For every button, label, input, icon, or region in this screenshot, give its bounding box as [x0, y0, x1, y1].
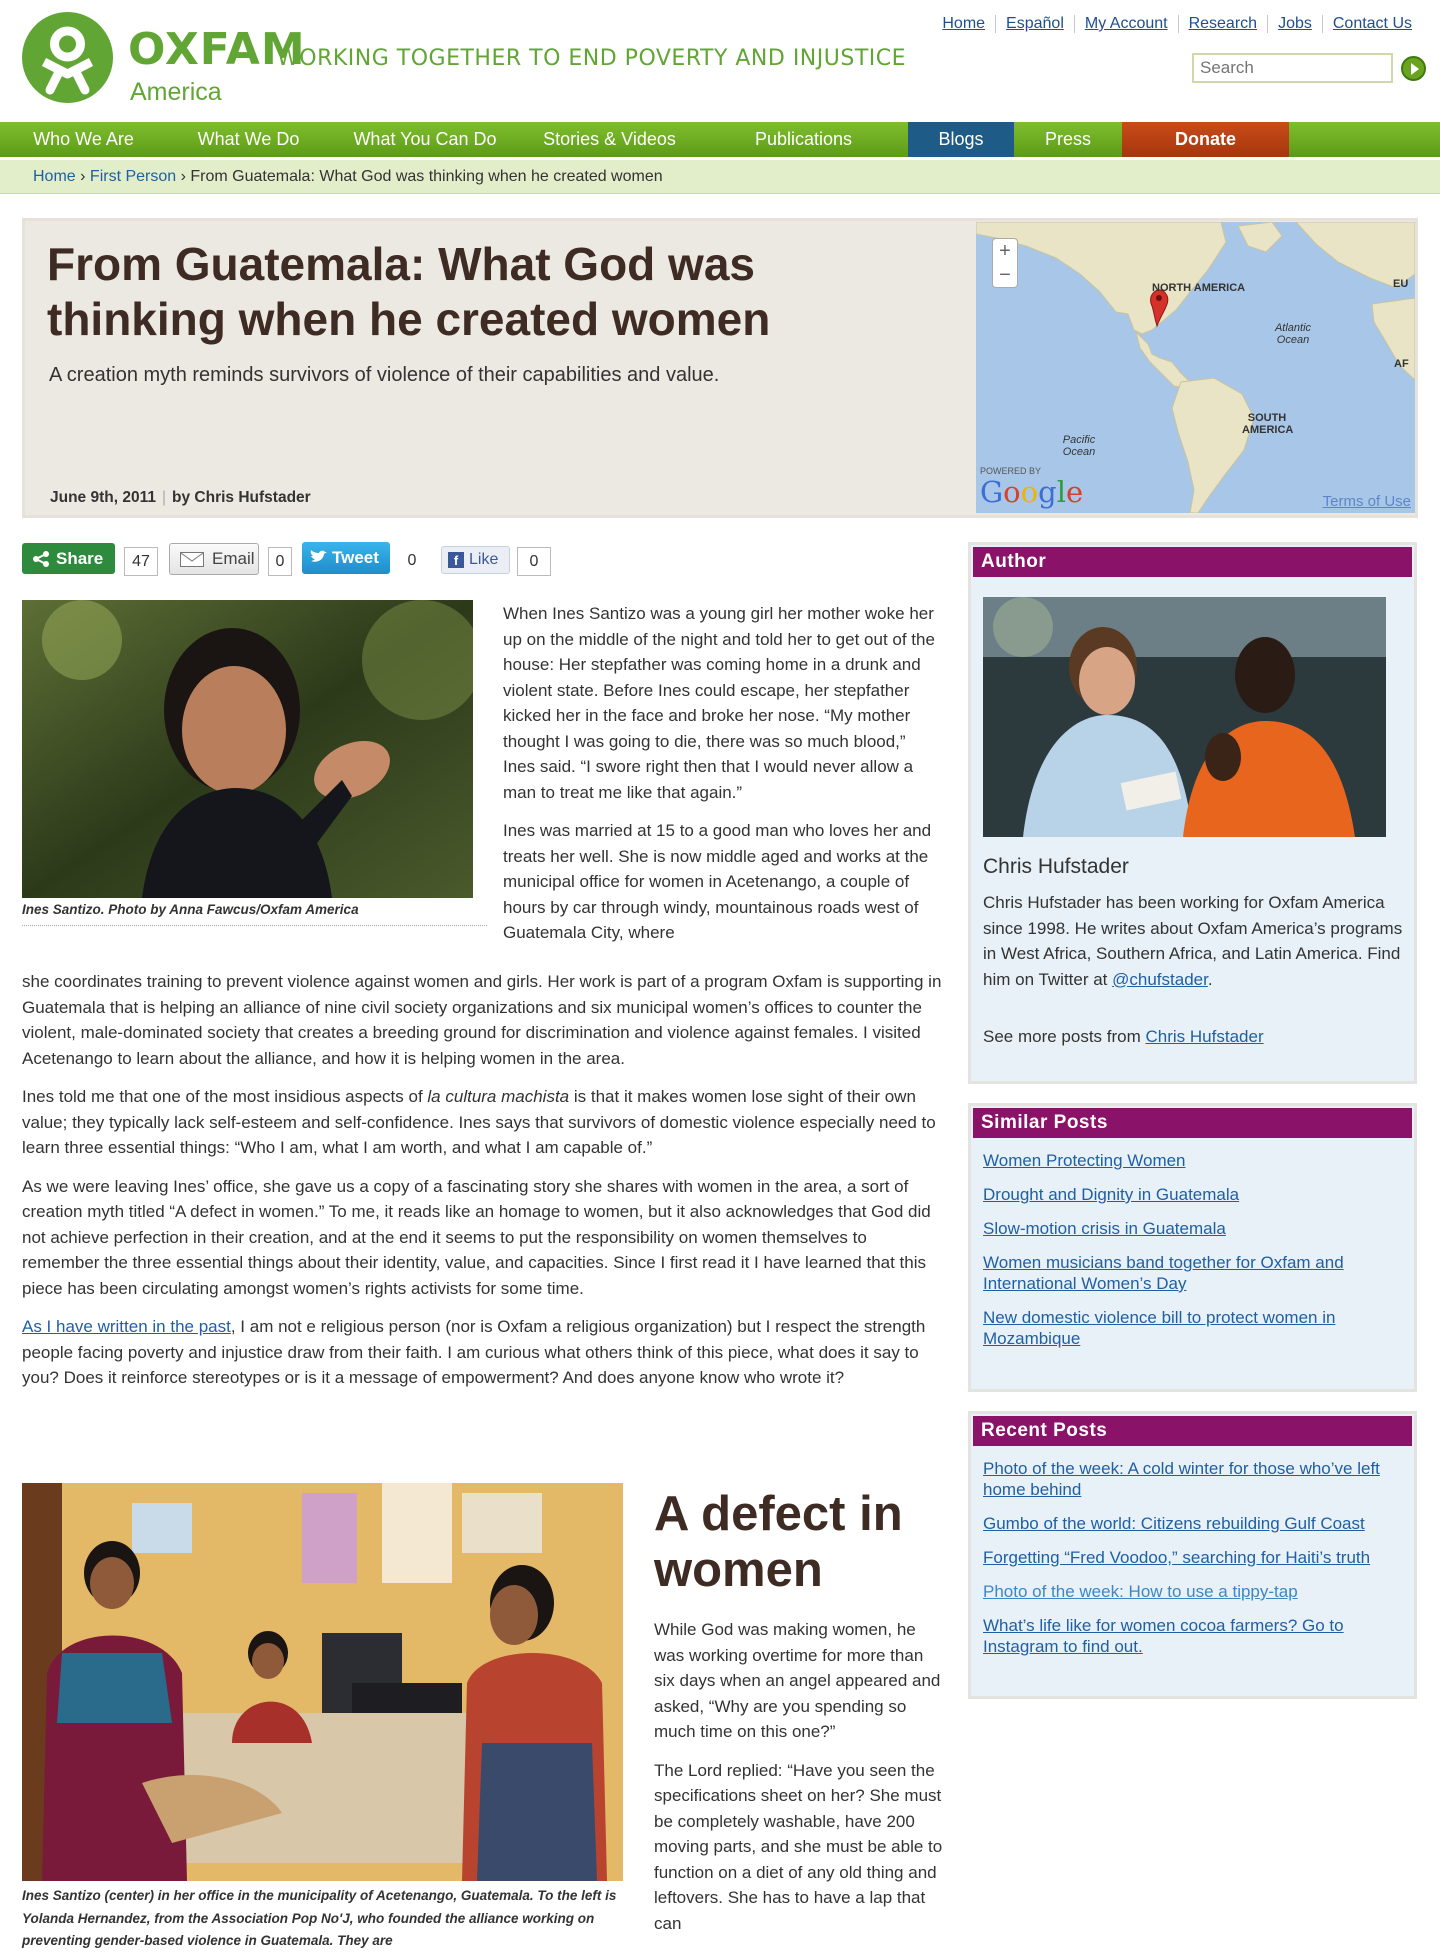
author-bio-text: Chris Hufstader has been working for Oxfam America since 1998. He writes about Oxfam America’s programs in West Africa, Southern Africa, and Latin America. Find him on Twitter at [983, 893, 1403, 989]
recent-posts-list [971, 1446, 1414, 1657]
article-date: June 9th, 2011 [50, 489, 156, 506]
article-paragraph: When Ines Santizo was a young girl her mother woke her up on the middle of the night and told her to get out of the house: Her stepfather was coming home in a drunk and violent state. Before Ines could escape, her stepfather kicked her in the face and broke her nose. “My mother thought I was going to die, there was so much blood,” Ines said. “I swore right then that I would never allow a man to treat me like that again.” [503, 604, 935, 802]
office-photo [22, 1483, 623, 1881]
article-hero [22, 218, 1418, 518]
powered-by-label: POWERED BY [980, 466, 1042, 476]
oxfam-logo[interactable] [22, 12, 113, 103]
similar-post-link[interactable]: Slow-motion crisis in Guatemala [983, 1219, 1226, 1238]
list-item [983, 1218, 1402, 1239]
page-title: From Guatemala: What God was thinking when he created women [47, 238, 771, 345]
nav-who-we-are[interactable]: Who We Are [33, 129, 134, 149]
list-item [983, 1150, 1402, 1171]
map-label-pacific-ocean: Pacific Ocean [1062, 434, 1096, 458]
like-count: 0 [517, 547, 551, 576]
list-item [983, 1547, 1402, 1568]
recent-posts-box [968, 1411, 1417, 1699]
tweet-label: Tweet [332, 548, 379, 567]
paragraph-text: Ines told me that one of the most insidious aspects of [22, 1087, 428, 1106]
recent-post-link[interactable]: Gumbo of the world: Citizens rebuilding Gulf Coast [983, 1514, 1365, 1533]
tagline: WORKING TOGETHER TO END POVERTY AND INJUSTICE [277, 46, 907, 71]
author-bio-text: . [1207, 969, 1213, 989]
recent-post-link[interactable]: Photo of the week: A cold winter for those who’ve left home behind [983, 1459, 1380, 1499]
nav-press[interactable]: Press [1044, 129, 1091, 149]
nav-what-you-can-do[interactable]: What You Can Do [353, 129, 497, 149]
similar-post-link[interactable]: Women musicians band together for Oxfam and International Women’s Day [983, 1253, 1344, 1293]
share-label: Share [56, 549, 104, 568]
breadcrumb-separator: › [180, 168, 186, 185]
top-link-my-account[interactable]: My Account [1074, 15, 1178, 33]
zoom-out-icon[interactable]: − [999, 264, 1011, 286]
similar-posts-heading: Similar Posts [973, 1108, 1412, 1138]
map-label-south-america: SOUTH AMERICA [1242, 412, 1294, 436]
recent-post-link[interactable]: Photo of the week: How to use a tippy-tap [983, 1582, 1298, 1601]
top-links [932, 15, 1422, 33]
ines-santizo-photo-image [22, 600, 473, 898]
share-icon [32, 551, 50, 567]
breadcrumb [0, 160, 1440, 194]
article-paragraph: As we were leaving Ines’ office, she gave us a copy of a fascinating story she shares with women in the area, a sort of creation myth titled “A defect in women.” To me, it reads like an homage to women, but it also acknowledges that God did not achieve perfection in their creation, and at the end it seems to put the responsibility on women themselves to remember the three essential things about their identity, value, and capacities. Since I first read it I have learned that this piece has been circulating amongst women’s rights activists for some time. [22, 1176, 931, 1298]
author-box [968, 542, 1417, 1084]
breadcrumb-first-person[interactable]: First Person [89, 168, 177, 185]
author-photo [983, 597, 1386, 837]
page-subtitle: A creation myth reminds survivors of violence of their capabilities and value. [49, 364, 720, 386]
article-author: by Chris Hufstader [172, 489, 311, 506]
top-link-home[interactable]: Home [942, 15, 986, 32]
map-zoom-control [992, 238, 1018, 288]
author-more-posts [983, 1027, 1264, 1047]
zoom-in-icon[interactable]: + [999, 240, 1011, 262]
share-count: 47 [124, 547, 158, 576]
tweet-count: 0 [399, 547, 425, 576]
similar-posts-list [971, 1138, 1414, 1349]
author-photo-image [983, 597, 1386, 837]
article-body [22, 969, 942, 1404]
list-item [983, 1615, 1402, 1657]
email-count: 0 [268, 547, 292, 576]
article-paragraph: she coordinates training to prevent violence against women and girls. Her work is part of a program Oxfam is supporting in Guatemala that is helping an alliance of nine civil society organizations and six municipal women’s offices to counter the violent, male-dominated society that creates a breeding ground for discrimination and violence against females. I visited Acetenango to learn about the alliance, and how it is helping women in the area. [22, 972, 942, 1068]
google-logo: Google [980, 475, 1084, 509]
story-paragraph: The Lord replied: “Have you seen the specifications sheet on her? She must be completely washable, have 200 moving parts, and she must be able to function on a diet of any old thing and leftovers. She has to have a lap that can [654, 1760, 943, 1933]
written-in-past-link[interactable]: As I have written in the past [22, 1317, 231, 1336]
list-item [983, 1513, 1402, 1534]
share-button[interactable] [22, 543, 115, 574]
search-go-button[interactable] [1401, 56, 1426, 81]
section-title: A defect in women [654, 1487, 903, 1597]
facebook-like-button[interactable] [441, 546, 510, 574]
breadcrumb-home[interactable]: Home [33, 168, 76, 185]
recent-posts-heading: Recent Posts [973, 1416, 1412, 1446]
list-item [983, 1458, 1402, 1500]
top-link-contact-us[interactable]: Contact Us [1322, 15, 1422, 33]
twitter-bird-icon [310, 550, 328, 565]
nav-stories-videos[interactable]: Stories & Videos [543, 129, 676, 149]
ines-santizo-photo [22, 600, 473, 898]
nav-publications[interactable]: Publications [754, 129, 853, 149]
breadcrumb-current: From Guatemala: What God was thinking when he created women [190, 168, 663, 185]
list-item [983, 1252, 1402, 1294]
nav-donate[interactable]: Donate [1122, 122, 1289, 157]
author-name: Chris Hufstader [983, 855, 1129, 878]
author-twitter-link[interactable]: @chufstader [1112, 969, 1208, 989]
top-link-jobs[interactable]: Jobs [1267, 15, 1322, 33]
list-item [983, 1184, 1402, 1205]
email-label: Email [212, 549, 255, 568]
map-landmass-shape [976, 222, 1415, 513]
article-paragraph [22, 1084, 942, 1161]
map-label-eu: EU [1393, 278, 1409, 290]
photo-caption: Ines Santizo. Photo by Anna Fawcus/Oxfam America [22, 902, 487, 926]
top-link-espanol[interactable]: Español [995, 15, 1074, 33]
breadcrumb-separator: › [80, 168, 86, 185]
email-button[interactable] [169, 543, 259, 575]
article-paragraph [22, 1314, 942, 1391]
list-item [983, 1307, 1402, 1349]
brand-subtitle: America [130, 78, 222, 106]
site-header [0, 0, 1440, 122]
oxfam-logo-icon [22, 12, 113, 103]
similar-post-link[interactable]: Drought and Dignity in Guatemala [983, 1185, 1240, 1204]
map-terms-link[interactable]: Terms of Use [1322, 493, 1411, 510]
recent-post-link[interactable]: What’s life like for women cocoa farmers? Go to Instagram to find out. [983, 1616, 1344, 1656]
map-label-af: AF [1394, 358, 1409, 370]
map-label-north-america: NORTH AMERICA [1152, 282, 1246, 294]
author-more-text: See more posts from [983, 1027, 1146, 1046]
nav-what-we-do[interactable]: What We Do [197, 129, 300, 149]
defect-story [654, 1617, 944, 1949]
photo-caption: Ines Santizo (center) in her office in the municipality of Acetenango, Guatemala. To the left is Yolanda Hernandez, from the Association Pop No'J, who founded the alliance working on preventing gender-based violence in Guatemala. They are [22, 1888, 617, 1948]
paragraph-emphasis: la cultura machista [427, 1087, 570, 1106]
author-box-heading: Author [973, 547, 1412, 577]
like-label: Like [469, 551, 499, 568]
main-nav [0, 122, 1440, 157]
map-label-atlantic-ocean: Atlantic Ocean [1274, 322, 1312, 346]
tweet-button[interactable] [302, 542, 390, 574]
article-intro-column [503, 601, 940, 959]
paragraph-text: is that it makes women lose sight of their own value; they typically lack self-esteem and self-confidence. Ines says that survivors of domestic violence especially need to learn three essential things: “Who I am, what I am worth, and what I am capable of.” [22, 1087, 936, 1157]
author-bio [983, 890, 1413, 992]
article-paragraph: Ines was married at 15 to a good man who loves her and treats her well. She is now middle aged and works at the municipal office for women in Acetenango, a couple of hours by car through windy, mountainous roads west of Guatemala City, where [503, 821, 932, 942]
office-photo-image [22, 1483, 623, 1881]
story-paragraph: While God was making women, he was working overtime for more than six days when an angel appeared and asked, “Why are you spending so much time on this one?” [654, 1620, 941, 1741]
location-map[interactable] [976, 222, 1415, 513]
similar-post-link[interactable]: New domestic violence bill to protect women in Mozambique [983, 1308, 1336, 1348]
recent-post-link[interactable]: Forgetting “Fred Voodoo,” searching for Haiti’s truth [983, 1548, 1371, 1567]
facebook-icon: f [448, 552, 464, 568]
search-input[interactable] [1192, 53, 1393, 83]
similar-post-link[interactable]: Women Protecting Women [983, 1151, 1186, 1170]
list-item [983, 1581, 1402, 1602]
brand-name: OXFAM [128, 24, 306, 75]
author-more-link[interactable]: Chris Hufstader [1145, 1027, 1264, 1046]
nav-blogs[interactable]: Blogs [908, 122, 1014, 157]
envelope-icon [180, 552, 204, 567]
paragraph-text: , I am not e religious person (nor is Oxfam a religious organization) but I respect the strength people facing poverty and injustice draw from their faith. I am curious what others think of this piece, what does it say to you? Does it reinforce stereotypes or is it a message of empowerment? And does anyone know who wrote it? [22, 1317, 926, 1387]
similar-posts-box [968, 1103, 1417, 1392]
article-meta: June 9th, 2011 | by Chris Hufstader [50, 489, 311, 506]
top-link-research[interactable]: Research [1178, 15, 1267, 33]
